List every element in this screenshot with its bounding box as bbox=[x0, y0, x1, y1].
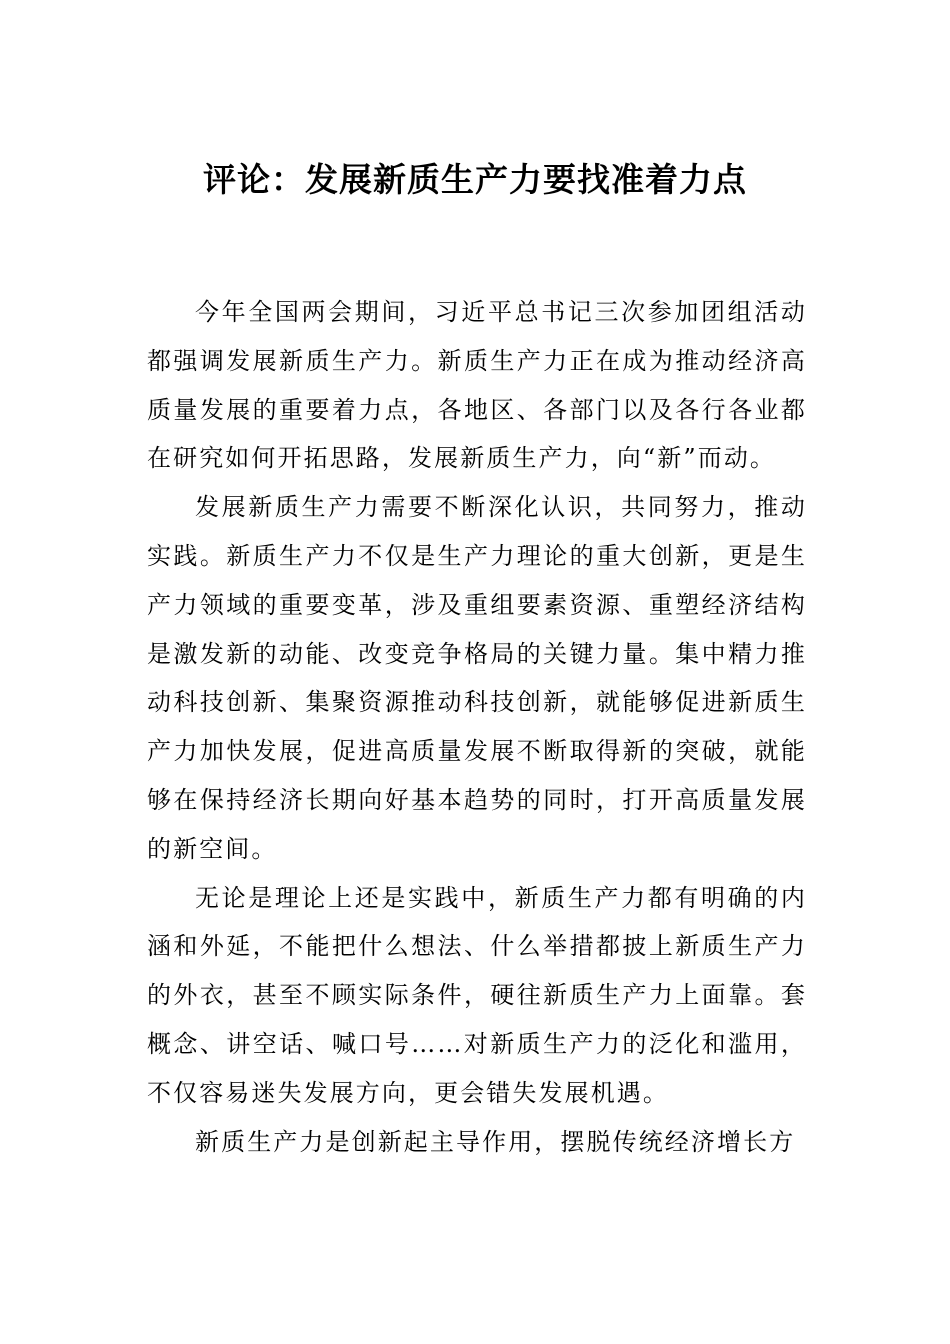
document-body bbox=[147, 288, 807, 1166]
paragraph: 无论是理论上还是实践中，新质生产力都有明确的内涵和外延，不能把什么想法、什么举措都披上新质生产力的外衣，甚至不顾实际条件，硬往新质生产力上面靠。套概念、讲空话、喊口号……对新质生产力的泛化和滥用，不仅容易迷失发展方向，更会错失发展机遇。 bbox=[147, 883, 807, 1107]
document-title: 评论：发展新质生产力要找准着力点 bbox=[203, 160, 747, 199]
paragraph: 新质生产力是创新起主导作用，摆脱传统经济增长方 bbox=[195, 1127, 796, 1156]
paragraph: 今年全国两会期间，习近平总书记三次参加团组活动都强调发展新质生产力。新质生产力正在成为推动经济高质量发展的重要着力点，各地区、各部门以及各行各业都在研究如何开拓思路，发展新质生产力，向“新”而动。 bbox=[147, 298, 807, 473]
paragraph: 发展新质生产力需要不断深化认识，共同努力，推动实践。新质生产力不仅是生产力理论的重大创新，更是生产力领域的重要变革，涉及重组要素资源、重塑经济结构是激发新的动能、改变竞争格局的关键力量。集中精力推动科技创新、集聚资源推动科技创新，就能够促进新质生产力加快发展，促进高质量发展不断取得新的突破，就能够在保持经济长期向好基本趋势的同时，打开高质量发展的新空间。 bbox=[147, 493, 807, 863]
